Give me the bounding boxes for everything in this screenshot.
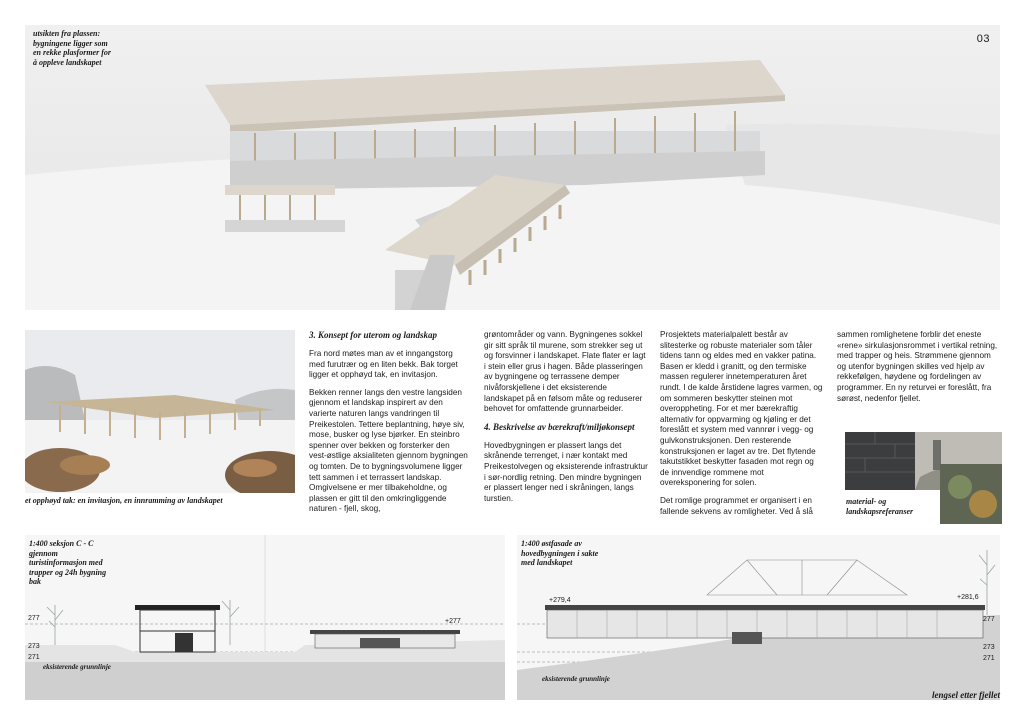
- ground-line-label: eksisterende grunnlinje: [542, 675, 610, 683]
- heading-sustainability: 4. Beskrivelse av bærekraft/miljøkonsept: [484, 421, 635, 432]
- architectural-model-illustration: [25, 25, 1000, 310]
- level-271: 271: [983, 655, 995, 662]
- entrance-roof-illustration: [25, 330, 295, 493]
- hero-caption: utsikten fra plassen: bygningene ligger som en rekke plasformer for å oppleve landskapet: [33, 29, 111, 67]
- level-plus-279-4: +279,4: [549, 597, 571, 604]
- paragraph: Bekken renner langs den vestre langsiden gjennom et landskap inspirert av den varierte naturen langs vandringen til Preikestolen. Tettere beplantning, høye siv, mose, busker og lyse bjørker. En steinbro spenner over bekken og forsterker den vest-østlige aksialiteten gjennom bygningen og tomten. De to bygningsvolumene ligger tett sammen i et terrassert landskap. Omgivelsene er mer tilbakeholdne, og plassen er gitt til den omkringliggende naturen - fjell, skog,: [309, 387, 468, 514]
- hero-model-image: [25, 25, 1000, 310]
- paragraph: Fra nord møtes man av et inngangstorg med furutrær og en liten bekk. Bak torget ligger et opphøyd tak, en invitasjon.: [309, 349, 458, 380]
- east-facade-drawing: [517, 535, 1000, 700]
- ground-line-label: eksisterende grunnlinje: [43, 663, 111, 671]
- level-273: 273: [28, 643, 40, 650]
- level-277: 277: [983, 616, 995, 623]
- photo-caption: et opphøyd tak: en invitasjon, en innramming av landskapet: [25, 496, 223, 505]
- page-number: 03: [976, 33, 990, 45]
- level-277: 277: [28, 615, 40, 622]
- paragraph: Det romlige programmet er organisert i en fallende sekvens av romligheter. Ved å slå: [660, 495, 813, 516]
- entrance-roof-image: [25, 330, 295, 493]
- level-273: 273: [983, 644, 995, 651]
- level-plus-281-6: +281,6: [957, 594, 979, 601]
- paragraph: Prosjektets materialpalett består av slitesterke og robuste materialer som tåler tidens tann og eldes med en vakker patina. Basen er kledd i granitt, og den termiske massen regulerer innetemperaturen året rundt. I de kalde årstidene lagres varmen, og om sommeren beskytter steinen mot overoppheting. For et mer bærekraftig alternativ for oppvarming og kjøling er det foreslått et system med vannrør i vegg- og gulvkonstruksjonen. Den resterende konstruksjonen er laget av tre. Det flytende takutstikket beskytter fasaden mot regn og de innvendige rommene mot overeksponering for solen.: [660, 330, 823, 488]
- material-caption: material- og landskapsreferanser: [846, 497, 914, 516]
- paragraph: grøntområder og vann. Bygningenes sokkel gir sitt språk til murene, som strekker seg ut og forsvinner i landskapet. Flate flater er lagt i stein eller grus i hagen. Både plasseringen av bygningene og terrassene demper nivåforskjellene i det eksisterende landskapet på en følsom måte og reduserer behovet for omfattende grunnarbeider.: [484, 330, 646, 414]
- heading-landscape-concept: 3. Konsept for uterom og landskap: [309, 330, 438, 340]
- text-column-1: [309, 330, 469, 522]
- section-right-caption: 1:400 østfasade av hovedbygningen i sakte med landskapet: [521, 539, 599, 567]
- level-271: 271: [28, 654, 40, 661]
- footer-caption: lengsel etter fjellet: [932, 690, 1000, 700]
- section-c-c-drawing: [25, 535, 505, 700]
- paragraph: sammen romlighetene forblir det eneste «rene» sirkulasjonsrommet i vertikal retning, med trapper og heis. Strømmene gjennom og utenfor bygningen skilles ved hjelp av rekkefølgen, høydene og fordelingen av programmer. En ny returvei er foreslått, fra sørøst, nedenfor fjellet.: [837, 330, 998, 403]
- level-plus-277: +277: [445, 618, 461, 625]
- section-left-caption: 1:400 seksjon C - C gjennom turistinformasjon med trapper og 24h bygning bak: [29, 539, 107, 586]
- paragraph: Hovedbygningen er plassert langs det skrånende terrenget, i nær kontakt med Preikestolvegen og eksisterende infrastruktur i sør-nordlig retning. Den mindre bygningen er plassert lenger ned i skråningen, langs turstien.: [484, 440, 648, 503]
- text-column-4: [837, 330, 1002, 411]
- text-column-3: [660, 330, 825, 524]
- text-column-2: [484, 330, 648, 511]
